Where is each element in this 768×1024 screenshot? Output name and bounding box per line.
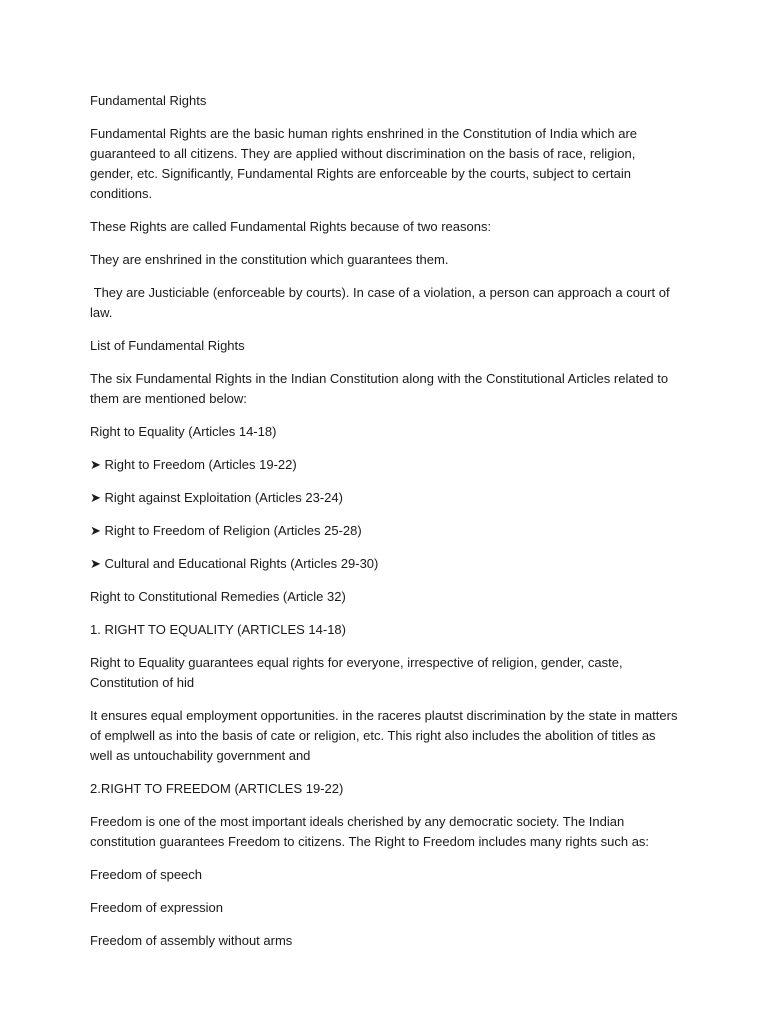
paragraph-intro: Fundamental Rights are the basic human rights enshrined in the Constitution of India which are guaranteed to all citizens. They are applied without discrimination on the basis of race, religion, gender, etc. Significantly, Fundamental Rights are enforceable by the courts, subject to certain conditions. [90,126,638,201]
paragraph-equality-1: Right to Equality guarantees equal rights for everyone, irrespective of religion, gender, caste, Constitution of hid [90,655,623,690]
reason-item-2: They are Justiciable (enforceable by courts). In case of a violation, a person can approach a court of law. [90,285,674,320]
list-item-remedies: Right to Constitutional Remedies (Article 32) [90,589,346,604]
document-body [90,91,680,964]
list-item-cultural: ➤ Cultural and Educational Rights (Articles 29-30) [90,556,379,571]
paragraph-reasons-lead: These Rights are called Fundamental Rights because of two reasons: [90,219,492,234]
freedom-item-expression: Freedom of expression [90,900,223,915]
section-heading-list: List of Fundamental Rights [90,338,245,353]
freedom-item-assembly: Freedom of assembly without arms [90,933,293,948]
paragraph-equality-2: It ensures equal employment opportunities. in the raceres plautst discrimination by the state in matters of emplwell as into the basis of cate or religion, etc. This right also includes the abolition of titles as well as untouchability government and [90,708,678,763]
list-item-freedom: ➤ Right to Freedom (Articles 19-22) [90,457,297,472]
list-item-equality: Right to Equality (Articles 14-18) [90,424,277,439]
paragraph-freedom-intro: Freedom is one of the most important ideals cherished by any democratic society. The Indian constitution guarantees Freedom to citizens. The Right to Freedom includes many rights such as: [90,814,650,849]
reason-item-1: They are enshrined in the constitution which guarantees them. [90,252,449,267]
document-title: Fundamental Rights [90,93,207,108]
section-heading-freedom: 2.RIGHT TO FREEDOM (ARTICLES 19-22) [90,781,344,796]
freedom-item-speech: Freedom of speech [90,867,203,882]
section-heading-equality: 1. RIGHT TO EQUALITY (ARTICLES 14-18) [90,622,346,637]
paragraph-list-intro: The six Fundamental Rights in the Indian Constitution along with the Constitutional Articles related to them are mentioned below: [90,371,669,406]
list-item-exploitation: ➤ Right against Exploitation (Articles 23-24) [90,490,343,505]
list-item-religion: ➤ Right to Freedom of Religion (Articles 25-28) [90,523,362,538]
